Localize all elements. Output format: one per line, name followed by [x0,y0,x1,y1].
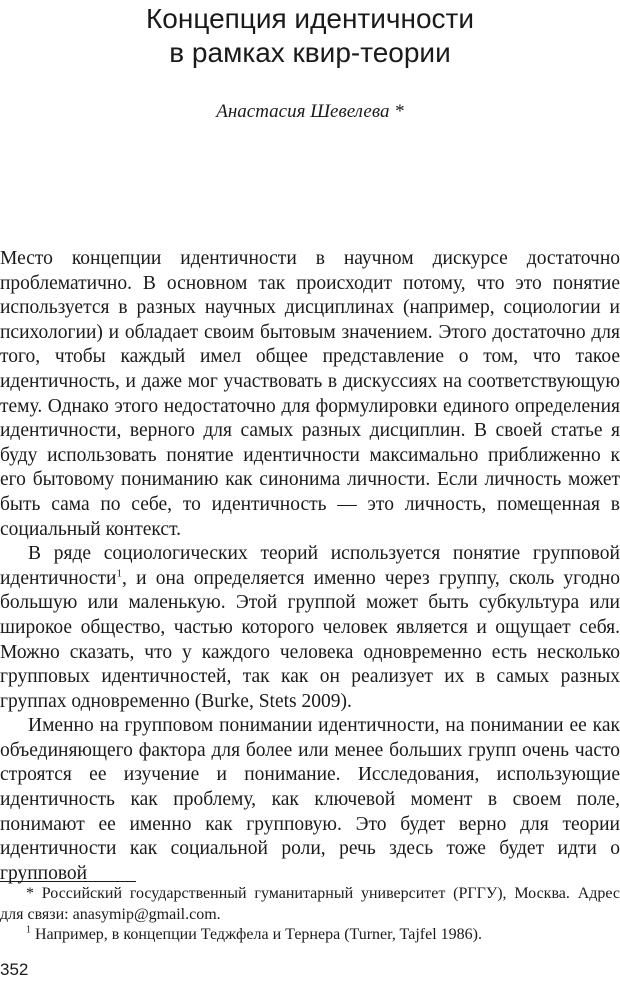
paragraph-2-start: В ряде социологических теорий используется понятие групповой идентичности [0,543,620,589]
paragraph-3: Именно на групповом понимании идентичности, на понимании ее как объединяющего фактора для более или менее больших групп очень часто строятся ее изучение и понимание. Исследования, использующие идентичность как проблему, как ключевой момент в своем поле, понимают ее именно как групповую. Это будет верно для теории идентичности как социальной роли, речь здесь тоже будет идти о групповой [0,715,620,884]
author-name: Анастасия Шевелева * [216,101,404,122]
page-number: 352 [0,960,29,979]
footnote-1-mark: 1 [26,924,31,936]
article-body [0,247,620,886]
footnote-divider [0,881,136,882]
footnote-author-affiliation: * Российский государственный гуманитарный университет (РГГУ), Москва. Адрес для связи: anasymip@gmail.com. [0,885,620,923]
footnote-1 [0,925,620,946]
paragraph-2-end: , и она определяется именно через группу, сколь угодно большую или маленькую. Этой группой может быть субкультура или широкое общество, частью которого человек является и ощущает себя. Можно сказать, что у каждого человека одновременно есть несколько групповых идентичностей, так как он реализует их в самых разных группах одновременно (Burke, Stets 2009). [0,567,620,712]
title-line-1: Концепция идентичности [146,3,474,34]
paragraph-1: Место концепции идентичности в научном дискурсе достаточно проблематично. В основном так происходит потому, что это понятие используется в разных научных дисциплинах (например, социологии и психологии) и обладает своим бытовым значением. Этого достаточно для того, чтобы каждый имел общее представление о том, что такое идентичность, и даже мог участвовать в дискуссиях на соответствующую тему. Однако этого недостаточно для формулировки единого определения идентичности, верного для самых разных дисциплин. В своей статье я буду использовать понятие идентичности максимально приближенно к его бытовому пониманию как синонима личности. Если личность может быть сама по себе, то идентичность — это личность, помещенная в социальный контекст. [0,248,620,540]
paragraph-2 [0,542,620,714]
footnote-ref-1[interactable]: 1 [116,567,122,580]
footnote-1-text: Например, в концепции Теджфела и Тернера (Turner, Tajfel 1986). [31,926,482,943]
footnotes [0,884,620,946]
title-line-2: в рамках квир-теории [169,37,451,68]
article-title [0,2,620,70]
